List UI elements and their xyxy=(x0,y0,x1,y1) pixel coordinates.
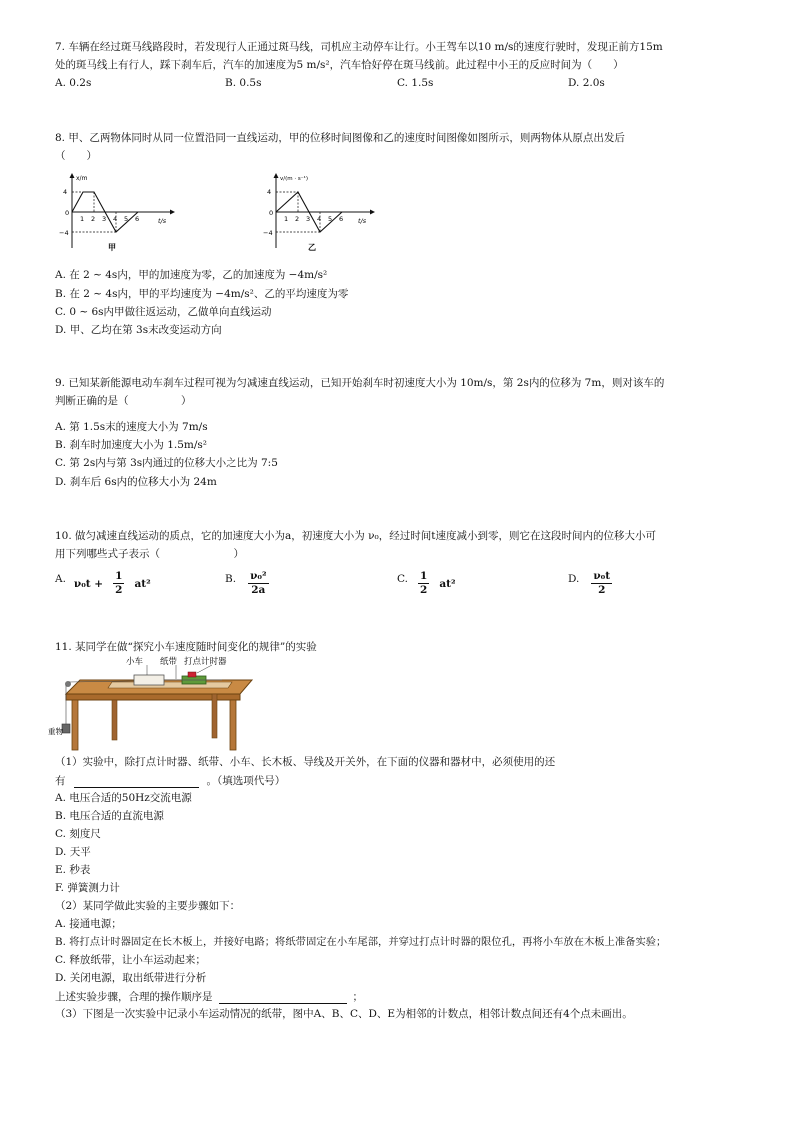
graph-yi-xtick-2: 2 xyxy=(295,215,300,223)
q10-option-b-den: 2a xyxy=(251,584,266,596)
graph-yi-xtick-3: 3 xyxy=(306,215,311,223)
graph-jia-caption: 甲 xyxy=(108,243,116,252)
q10-option-d-letter: D. xyxy=(568,572,580,585)
q8-line2: （ ） xyxy=(55,150,97,162)
q11-p2-step-d: D. 关闭电源，取出纸带进行分析 xyxy=(55,972,207,984)
q10-option-a-post: at² xyxy=(134,577,151,590)
q8-option-c: C. 0 ∼ 6s内甲做往返运动，乙做单向直线运动 xyxy=(55,306,272,318)
q11-p2-step-b: B. 将打点计时器固定在长木板上，并接好电路；将纸带固定在小车尾部，并穿过打点计时器的限位孔，再将小车放在木板上准备实验； xyxy=(55,936,667,948)
q10-option-c-post: at² xyxy=(439,577,456,590)
q7-line2: 处的斑马线上有行人，踩下刹车后，汽车的加速度为5 m/s²，汽车恰好停在斑马线前。此过程中小王的反应时间为（ ） xyxy=(55,59,624,71)
graph-jia-ylabel: x/m xyxy=(76,175,88,182)
q10-line1: 10. 做匀减速直线运动的质点，它的加速度大小为a，初速度大小为 ν₀，经过时间t速度减小到零，则它在这段时间内的位移大小可 xyxy=(55,530,656,542)
graph-yi-xtick-1: 1 xyxy=(284,215,289,223)
q10-option-a xyxy=(55,570,151,597)
q9-option-a: A. 第 1.5s末的速度大小为 7m/s xyxy=(55,421,208,433)
q10-option-c-den: 2 xyxy=(420,584,428,596)
label-tape: 纸带 xyxy=(160,657,178,667)
q9-line1: 9. 已知某新能源电动车刹车过程可视为匀减速直线运动，已知开始刹车时初速度大小为 10m/s，第 2s内的位移为 7m，则对该车的 xyxy=(55,377,665,389)
q11-p2-order-blank[interactable] xyxy=(219,989,347,1004)
q11-apparatus-figure xyxy=(48,654,262,754)
q9-option-b: B. 刹车时加速度大小为 1.5m/s² xyxy=(55,439,208,451)
graph-yi-ytick-4: 4 xyxy=(267,188,272,196)
q8-line1: 8. 甲、乙两物体同时从同一位置沿同一直线运动，甲的位移时间图像和乙的速度时间图像如图所示，则两物体从原点出发后 xyxy=(55,132,625,144)
q10-option-a-letter: A. xyxy=(55,572,66,585)
q10-option-c xyxy=(397,570,456,597)
q7-line1: 7. 车辆在经过斑马线路段时，若发现行人正通过斑马线，司机应主动停车让行。小王驾车以10 m/s的速度行驶时，发现正前方15m xyxy=(55,41,663,53)
q11-p1-answer-blank[interactable] xyxy=(74,773,199,788)
q7-option-b: B. 0.5s xyxy=(225,77,262,89)
graph-yi-ytick-neg4: −4 xyxy=(263,229,273,237)
graph-yi xyxy=(262,172,382,254)
q11-p1-prefix: 有 xyxy=(55,775,66,787)
q11-p3: （3）下图是一次实验中记录小车运动情况的纸带，图中A、B、C、D、E为相邻的计数点，相邻计数点间还有4个点未画出。 xyxy=(55,1008,633,1020)
q10-option-a-pre: ν₀t + xyxy=(73,577,104,590)
q10-option-c-frac xyxy=(418,570,429,597)
q7-option-c: C. 1.5s xyxy=(397,77,434,89)
graph-jia-ytick-0: 0 xyxy=(65,209,70,217)
graph-jia-ytick-4: 4 xyxy=(63,188,68,196)
graph-yi-xtick-6: 6 xyxy=(339,215,344,223)
q11-p1-line1: （1）实验中，除打点计时器、纸带、小车、长木板、导线及开关外，在下面的仪器和器材中，必须使用的还 xyxy=(55,756,556,768)
graph-yi-caption: 乙 xyxy=(308,243,316,252)
q10-option-d-frac xyxy=(591,570,612,597)
q10-option-d-num: ν₀t xyxy=(593,570,611,582)
graph-jia-ytick-neg4: −4 xyxy=(59,229,69,237)
q7-option-d: D. 2.0s xyxy=(568,77,605,89)
graph-jia-xtick-1: 1 xyxy=(80,215,85,223)
q10-option-a-den: 2 xyxy=(115,584,123,596)
q7-option-a: A. 0.2s xyxy=(55,77,92,89)
q10-option-c-letter: C. xyxy=(397,572,408,585)
q10-option-b-letter: B. xyxy=(225,572,237,585)
q11-p1-option-d: D. 天平 xyxy=(55,846,91,858)
q9-line2: 判断正确的是（ ） xyxy=(55,395,192,407)
q8-option-b: B. 在 2 ∼ 4s内，甲的平均速度为 −4m/s²、乙的平均速度为零 xyxy=(55,288,349,300)
graph-yi-xlabel: t/s xyxy=(358,217,367,225)
q11-p2-order-line xyxy=(55,989,363,1004)
graph-yi-xtick-4: 4 xyxy=(317,215,322,223)
q8-option-a: A. 在 2 ∼ 4s内，甲的加速度为零，乙的加速度为 −4m/s² xyxy=(55,269,328,281)
graph-jia-xtick-6: 6 xyxy=(135,215,140,223)
graph-yi-xtick-5: 5 xyxy=(328,215,333,223)
q10-option-a-num: 1 xyxy=(115,570,123,582)
q11-title: 11. 某同学在做“探究小车速度随时间变化的规律”的实验 xyxy=(55,641,317,653)
q10-option-b-frac xyxy=(248,570,268,597)
q10-option-c-num: 1 xyxy=(420,570,428,582)
graph-jia-xtick-4: 4 xyxy=(113,215,118,223)
q11-p2-order-prefix: 上述实验步骤，合理的操作顺序是 xyxy=(55,991,213,1003)
q11-p2-step-c: C. 释放纸带，让小车运动起来； xyxy=(55,954,206,966)
graph-jia xyxy=(58,172,178,254)
q11-p1-option-a: A. 电压合适的50Hz交流电源 xyxy=(55,792,192,804)
label-cart: 小车 xyxy=(126,657,144,667)
q11-p1-suffix: 。（填选项代号） xyxy=(206,775,286,787)
q10-option-a-frac xyxy=(113,570,124,597)
q11-p1-line2 xyxy=(55,773,285,788)
q10-option-d-den: 2 xyxy=(598,584,606,596)
q11-p1-option-b: B. 电压合适的直流电源 xyxy=(55,810,164,822)
q9-option-c: C. 第 2s内与第 3s内通过的位移大小之比为 7:5 xyxy=(55,457,278,469)
q11-p2-order-suffix: ； xyxy=(352,991,363,1003)
q11-p1-option-c: C. 刻度尺 xyxy=(55,828,101,840)
graph-jia-xtick-2: 2 xyxy=(91,215,96,223)
q11-p1-option-e: E. 秒表 xyxy=(55,864,91,876)
q10-option-b-num: ν₀² xyxy=(250,570,267,582)
q11-p2-title: （2）某同学做此实验的主要步骤如下： xyxy=(55,900,241,912)
graph-jia-xtick-5: 5 xyxy=(124,215,129,223)
q11-p1-option-f: F. 弹簧测力计 xyxy=(55,882,120,894)
q10-line2: 用下列哪些式子表示（ ） xyxy=(55,548,244,560)
label-weight: 重物 xyxy=(48,727,63,736)
graph-yi-ylabel: v/(m · s⁻¹) xyxy=(280,176,308,182)
graph-jia-xlabel: t/s xyxy=(158,217,167,225)
label-timer: 打点计时器 xyxy=(184,657,227,667)
q9-option-d: D. 刹车后 6s内的位移大小为 24m xyxy=(55,476,217,488)
graph-yi-ytick-0: 0 xyxy=(269,209,274,217)
q10-option-b xyxy=(225,570,271,597)
q11-p2-step-a: A. 接通电源； xyxy=(55,918,122,930)
graph-jia-xtick-3: 3 xyxy=(102,215,107,223)
q10-option-d xyxy=(568,570,614,597)
q8-option-d: D. 甲、乙均在第 3s末改变运动方向 xyxy=(55,324,222,336)
